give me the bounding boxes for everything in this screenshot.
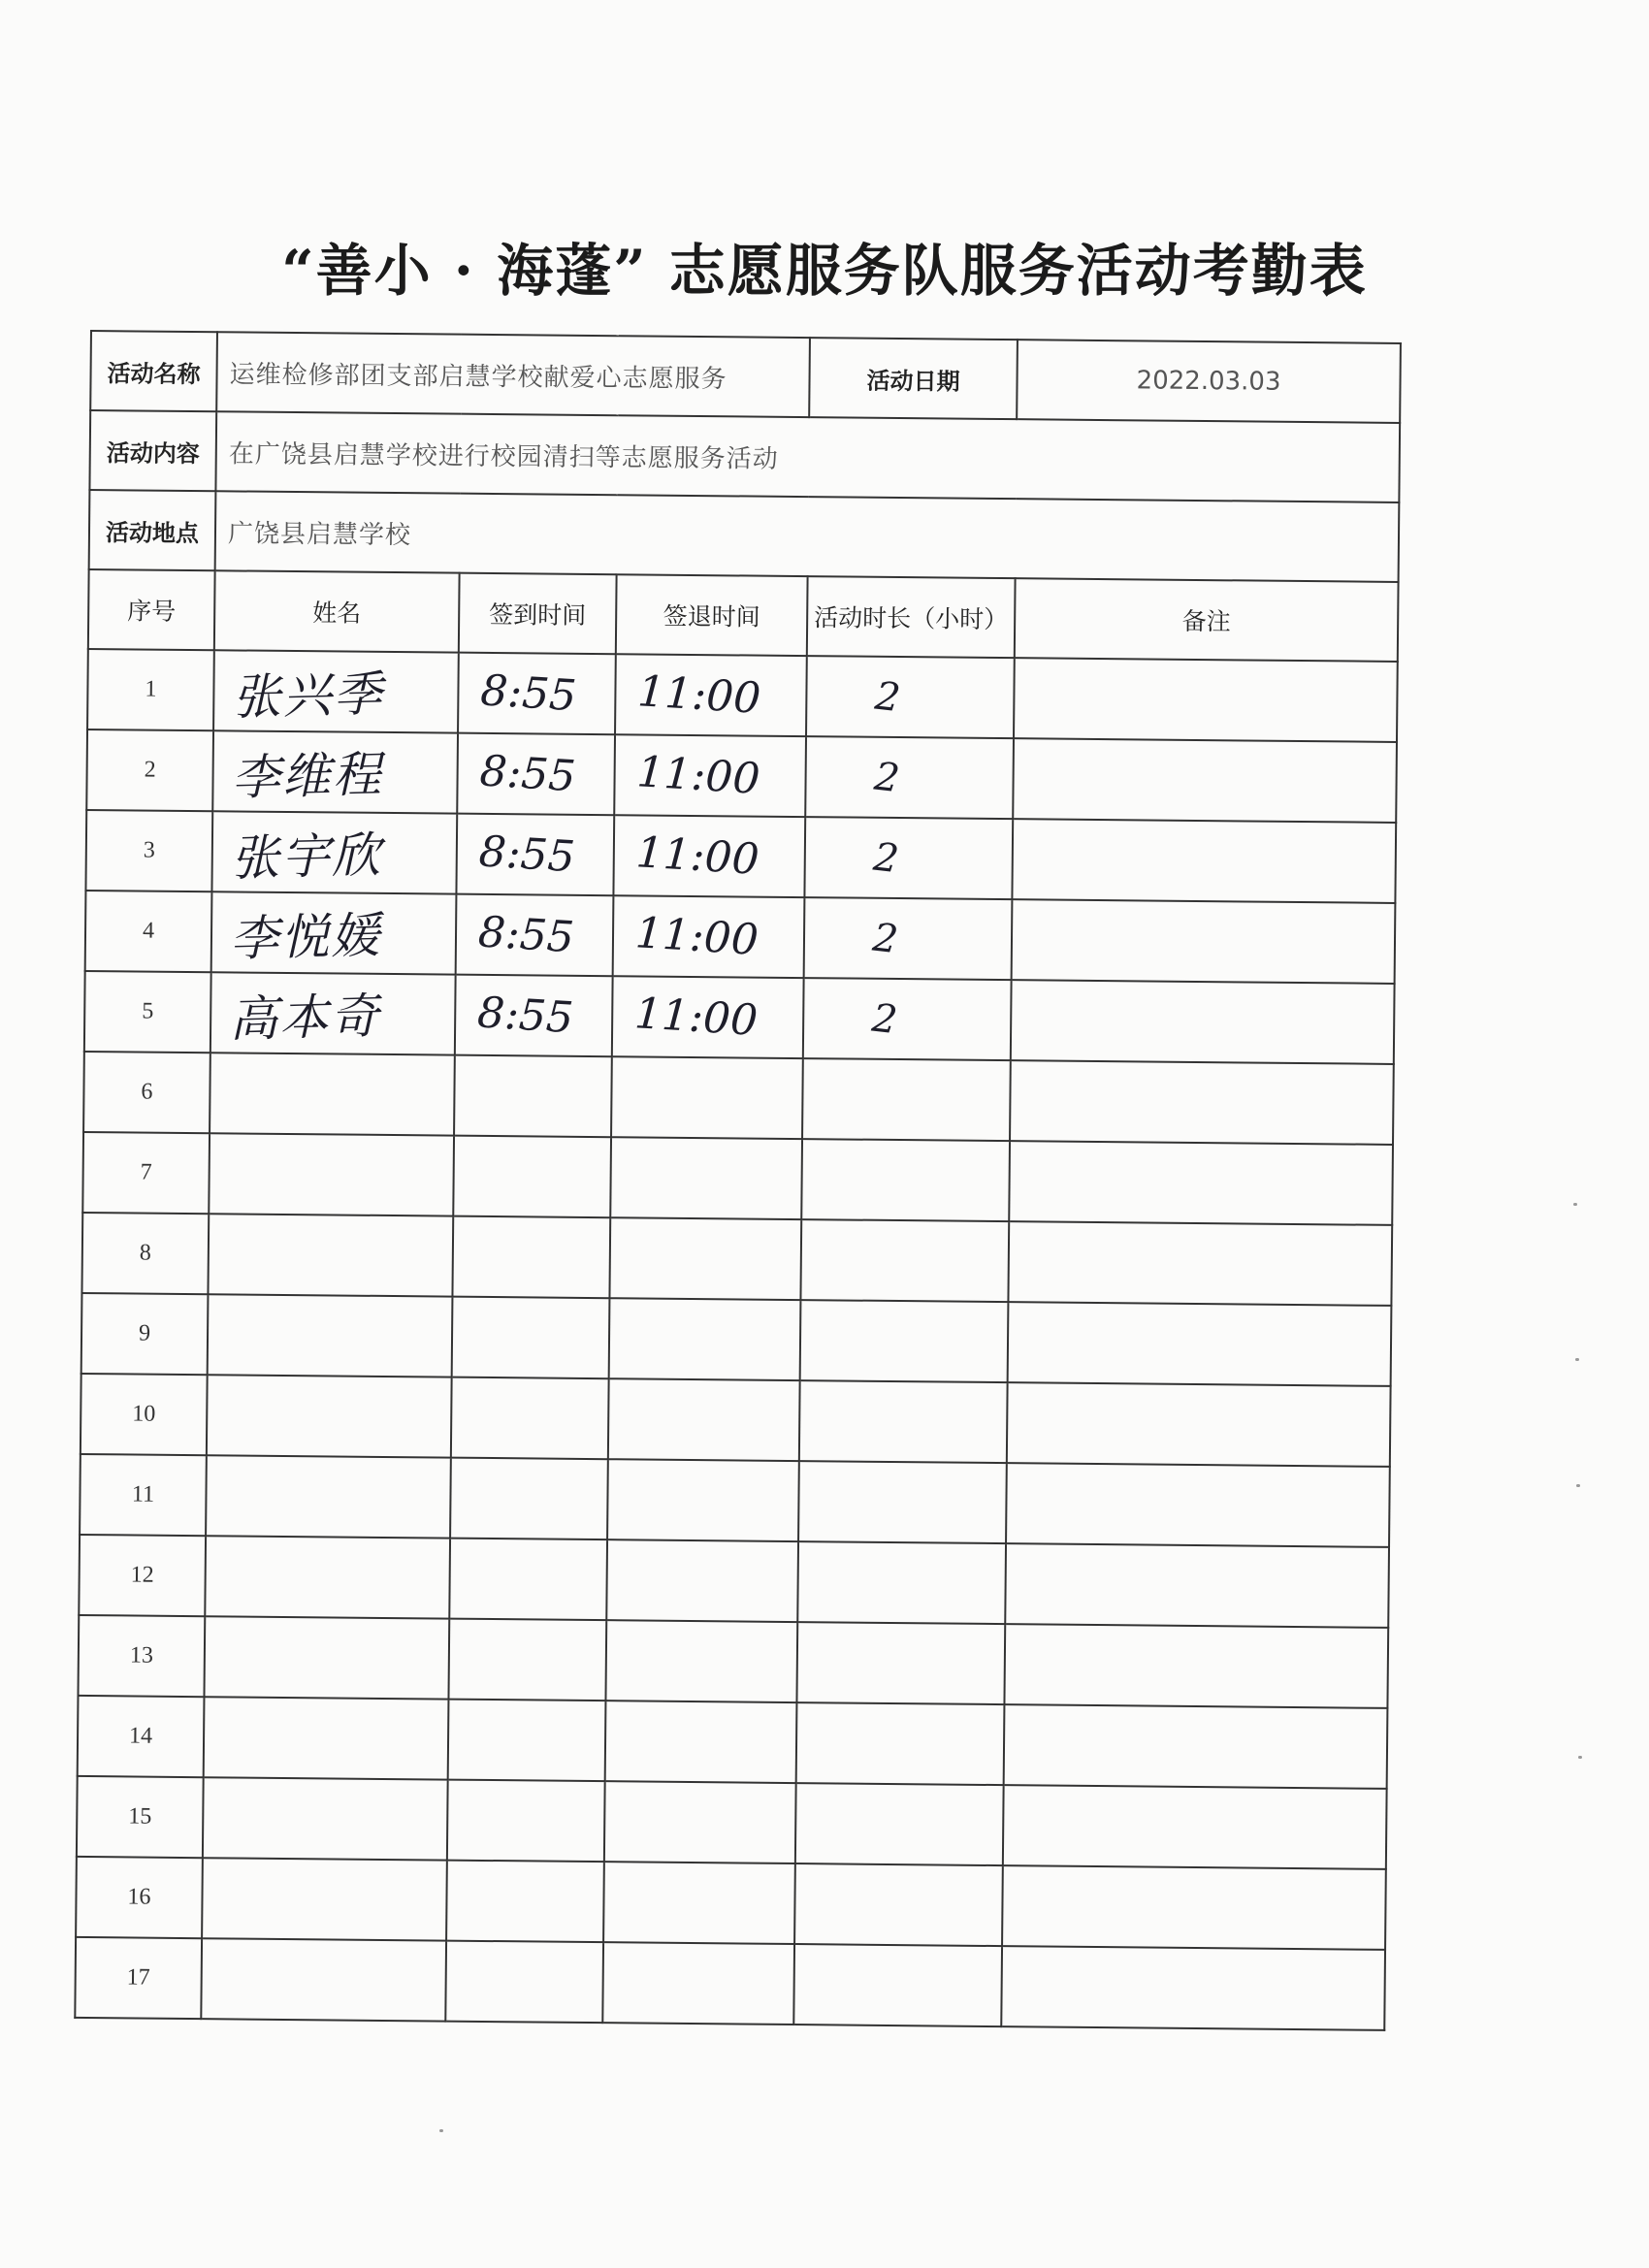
handwritten-duration: 2	[872, 754, 902, 801]
cell-sign-in	[448, 1700, 606, 1782]
cell-sign-out	[605, 1701, 797, 1783]
cell-no: 11	[80, 1454, 207, 1536]
cell-sign-out	[602, 1942, 794, 2025]
col-header-duration: 活动时长（小时）	[807, 576, 1016, 658]
activity-date-label: 活动日期	[809, 338, 1018, 419]
table-row	[85, 891, 1396, 984]
table-row	[78, 1615, 1388, 1708]
cell-duration	[799, 1380, 1008, 1463]
cell-no: 2	[86, 729, 213, 811]
handwritten-sign-in: 8:55	[475, 988, 575, 1044]
cell-name	[207, 1375, 452, 1457]
cell-sign-in	[448, 1619, 606, 1701]
cell-duration	[802, 1058, 1011, 1141]
attendance-table	[74, 330, 1402, 2031]
table-row	[79, 1535, 1389, 1628]
handwritten-sign-out: 11:00	[632, 988, 760, 1046]
cell-remark	[1003, 1785, 1387, 1869]
cell-name	[201, 1938, 446, 2021]
handwritten-name: 张兴季	[231, 664, 385, 726]
activity-name-value: 运维检修部团支部启慧学校献爱心志愿服务	[216, 332, 810, 417]
handwritten-sign-in: 8:55	[477, 826, 577, 883]
cell-duration	[805, 736, 1014, 819]
cell-duration	[803, 978, 1012, 1060]
cell-remark	[1005, 1543, 1389, 1628]
cell-sign-out	[606, 1539, 798, 1622]
table-row	[81, 1293, 1392, 1386]
cell-name	[211, 891, 457, 974]
handwritten-sign-in: 8:55	[478, 665, 578, 722]
cell-sign-in	[454, 1055, 612, 1138]
cell-sign-out	[603, 1862, 795, 1944]
handwritten-sign-in: 8:55	[476, 907, 576, 963]
col-header-no: 序号	[88, 569, 215, 650]
cell-sign-out	[610, 1137, 802, 1219]
activity-date-value: 2022.03.03	[1017, 340, 1401, 423]
cell-duration	[794, 1863, 1003, 1946]
col-header-name: 姓名	[214, 570, 460, 652]
cell-no: 14	[78, 1696, 205, 1777]
cell-duration	[793, 1944, 1002, 2026]
cell-remark	[1012, 819, 1396, 903]
handwritten-sign-out: 11:00	[635, 666, 762, 724]
cell-sign-out	[608, 1378, 800, 1461]
activity-place-label: 活动地点	[89, 490, 216, 570]
cell-remark	[1012, 899, 1396, 984]
cell-sign-out	[613, 815, 805, 897]
cell-sign-out	[611, 1056, 803, 1139]
cell-remark	[1008, 1302, 1392, 1386]
col-header-sign-in: 签到时间	[459, 573, 617, 655]
table-row	[77, 1776, 1387, 1869]
handwritten-sign-out: 11:00	[634, 827, 761, 885]
handwritten-name: 高本奇	[228, 987, 382, 1048]
cell-sign-in	[456, 814, 614, 896]
cell-no: 8	[81, 1213, 209, 1294]
activity-content-value: 在广饶县启慧学校进行校园清扫等志愿服务活动	[215, 411, 1400, 502]
scan-speck	[1573, 1203, 1577, 1206]
cell-sign-out	[615, 654, 807, 736]
cell-sign-out	[612, 976, 804, 1058]
cell-no: 3	[85, 810, 212, 891]
handwritten-name: 张宇欣	[230, 826, 383, 887]
cell-duration	[804, 897, 1013, 980]
cell-sign-in	[452, 1216, 610, 1299]
activity-name-row	[90, 331, 1401, 423]
cell-sign-in	[451, 1377, 609, 1460]
col-header-sign-out: 签退时间	[616, 574, 808, 656]
cell-sign-out	[607, 1459, 799, 1541]
cell-no: 4	[85, 891, 212, 972]
cell-no: 17	[75, 1937, 202, 2019]
cell-remark	[1001, 1946, 1385, 2030]
cell-duration	[796, 1702, 1005, 1785]
cell-name	[209, 1133, 454, 1215]
cell-sign-out	[609, 1298, 801, 1380]
cell-remark	[1010, 1060, 1394, 1145]
handwritten-sign-out: 11:00	[633, 908, 760, 965]
cell-remark	[1008, 1221, 1392, 1306]
cell-sign-in	[452, 1297, 610, 1379]
cell-name	[211, 811, 457, 893]
table-row	[78, 1696, 1388, 1789]
activity-content-row	[89, 410, 1400, 502]
cell-remark	[1004, 1704, 1388, 1789]
cell-name	[206, 1455, 451, 1538]
handwritten-sign-in: 8:55	[478, 746, 577, 802]
cell-duration	[800, 1219, 1009, 1302]
cell-name	[210, 1053, 455, 1135]
handwritten-sign-out: 11:00	[635, 747, 761, 804]
cell-sign-out	[609, 1217, 801, 1300]
cell-duration	[801, 1139, 1010, 1221]
cell-sign-in	[458, 653, 616, 735]
cell-remark	[1007, 1382, 1391, 1467]
cell-remark	[1004, 1624, 1388, 1708]
cell-sign-in	[447, 1780, 605, 1863]
cell-no: 6	[83, 1052, 210, 1133]
cell-sign-in	[457, 733, 615, 816]
scan-speck	[439, 2129, 443, 2132]
cell-duration	[797, 1541, 1006, 1624]
table-row	[84, 971, 1395, 1064]
table-row	[82, 1132, 1393, 1225]
cell-duration	[795, 1783, 1004, 1865]
cell-remark	[1011, 980, 1395, 1064]
cell-no: 7	[82, 1132, 210, 1214]
cell-sign-in	[456, 894, 614, 977]
cell-no: 16	[76, 1857, 203, 1938]
scan-speck	[1575, 1358, 1579, 1361]
table-row	[85, 810, 1396, 903]
cell-name	[203, 1777, 448, 1860]
cell-sign-out	[613, 895, 805, 978]
handwritten-duration: 2	[871, 834, 901, 882]
cell-name	[208, 1294, 453, 1377]
cell-name	[204, 1616, 449, 1699]
cell-duration	[806, 656, 1015, 738]
cell-sign-out	[604, 1781, 796, 1863]
col-header-remark: 备注	[1015, 578, 1399, 662]
table-row	[76, 1857, 1386, 1950]
cell-remark	[1014, 658, 1398, 742]
handwritten-duration: 2	[869, 995, 900, 1043]
handwritten-duration: 2	[872, 673, 903, 721]
cell-remark	[1013, 738, 1397, 823]
cell-duration	[798, 1461, 1007, 1543]
table-row	[81, 1213, 1392, 1306]
cell-duration	[800, 1300, 1009, 1382]
cell-sign-in	[449, 1539, 607, 1621]
page-title: “善小 · 海蓬” 志愿服务队服务活动考勤表	[281, 238, 1368, 304]
cell-no: 5	[84, 971, 211, 1053]
cell-remark	[1002, 1865, 1386, 1950]
handwritten-name: 李维程	[231, 745, 384, 806]
table-row	[87, 649, 1398, 742]
scan-speck	[1576, 1484, 1580, 1487]
cell-sign-in	[450, 1458, 608, 1540]
cell-duration	[804, 817, 1013, 899]
cell-no: 15	[77, 1776, 204, 1858]
activity-place-value: 广饶县启慧学校	[215, 491, 1400, 582]
cell-sign-in	[445, 1941, 603, 2024]
activity-name-label: 活动名称	[90, 331, 217, 411]
cell-sign-out	[614, 734, 806, 817]
attendance-form	[74, 330, 1400, 2037]
table-row	[83, 1052, 1394, 1145]
cell-sign-in	[455, 975, 613, 1057]
cell-no: 10	[81, 1374, 208, 1455]
scan-speck	[1578, 1756, 1582, 1759]
cell-remark	[1009, 1141, 1393, 1225]
cell-duration	[796, 1622, 1005, 1704]
cell-name	[213, 650, 459, 732]
table-row	[80, 1454, 1390, 1547]
table-row	[81, 1374, 1391, 1467]
table-row	[86, 729, 1397, 823]
cell-name	[208, 1214, 453, 1296]
cell-sign-in	[446, 1861, 604, 1943]
cell-remark	[1006, 1463, 1390, 1547]
handwritten-name: 李悦媛	[229, 906, 382, 967]
cell-name	[204, 1697, 449, 1779]
cell-sign-out	[605, 1620, 797, 1702]
cell-name	[212, 730, 458, 813]
cell-no: 13	[78, 1615, 205, 1697]
cell-no: 1	[87, 649, 214, 730]
activity-place-row	[89, 490, 1400, 582]
cell-no: 12	[79, 1535, 206, 1616]
activity-content-label: 活动内容	[89, 410, 216, 491]
handwritten-duration: 2	[870, 915, 901, 962]
cell-name	[210, 972, 456, 1054]
cell-name	[202, 1858, 447, 1940]
cell-sign-in	[453, 1136, 611, 1218]
cell-no: 9	[81, 1293, 209, 1375]
cell-name	[205, 1536, 450, 1618]
column-header-row	[88, 569, 1399, 662]
table-row	[75, 1937, 1385, 2030]
